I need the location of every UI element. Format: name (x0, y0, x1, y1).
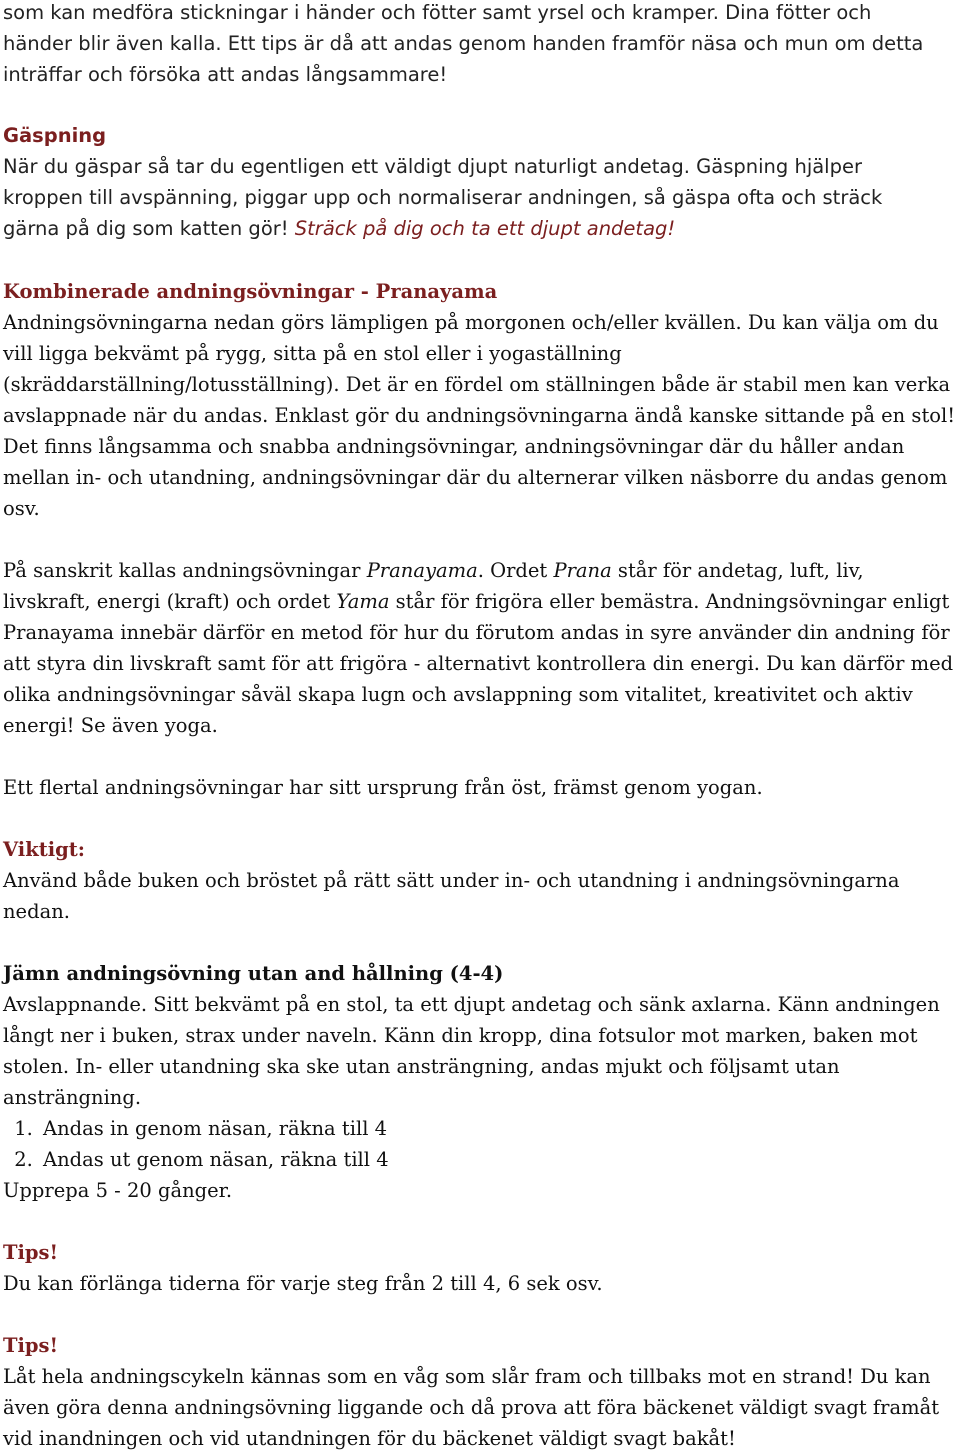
sanskrit-i1: Pranayama (366, 559, 478, 582)
intro-line-1: som kan medföra stickningar i händer och fötter samt yrsel och kramper. Dina fötter och (3, 1, 872, 24)
tips-2-section (3, 1330, 957, 1454)
tips-1-text: Du kan förlänga tiderna för varje steg från 2 till 4, 6 sek osv. (3, 1272, 603, 1295)
intro-paragraph (3, 0, 957, 90)
tips-2-text: Låt hela andningscykeln kännas som en våg som slår fram och tillbaks mot en strand! Du kan även göra denna andningsövning liggande och då prova att föra bäckenet väldigt svagt framåt vid inandningen och vid utandningen för du bäckenet väldigt svagt bakåt! (3, 1365, 940, 1450)
tips-1-heading: Tips! (3, 1241, 59, 1264)
gaspning-emphasis: Sträck på dig och ta ett djupt andetag! (294, 217, 676, 240)
kombinerade-text: Andningsövningarna nedan görs lämpligen på morgonen och/eller kvällen. Du kan välja om du vill ligga bekvämt på rygg, sitta på en stol eller i yogaställning (skräddarställning/lotusställning). Det är en fördel om ställningen både är stabil men kan verka avslappnade när du andas. Enklast gör du andningsövningarna ändå kanske sittande på en stol! Det finns långsamma och snabba andningsövningar, andningsövningar där du håller andan mellan in- och utandning, andningsövningar där du alternerar vilken näsborre du andas genom osv. (3, 311, 956, 520)
sanskrit-t4: står för frigöra eller bemästra. Andningsövningar enligt Pranayama innebär därför en metod för hur du förutom andas in syre använder din andning för att styra din livskraft samt för att frigöra - alternativt kontrollera din energi. Du kan därför med olika andningsövningar såväl skapa lugn och avslappning som vitalitet, kreativitet och aktiv energi! Se även yoga. (3, 590, 954, 737)
jamn-text: Avslappnande. Sitt bekvämt på en stol, ta ett djupt andetag och sänk axlarna. Känn andningen långt ner i buken, strax under naveln. Känn din kropp, dina fotsulor mot marken, baken mot stolen. In- eller utandning ska ske utan ansträngning, andas mjukt och följsamt utan ansträngning. (3, 993, 940, 1109)
tips-2-heading: Tips! (3, 1334, 59, 1357)
kombinerade-heading: Kombinerade andningsövningar - Pranayama (3, 280, 498, 303)
sanskrit-i2: Prana (553, 559, 612, 582)
list-item: 2. Andas ut genom näsan, räkna till 4 (39, 1144, 957, 1175)
viktigt-text: Använd både buken och bröstet på rätt sätt under in- och utandning i andningsövningarna nedan. (3, 869, 900, 923)
viktigt-section (3, 834, 957, 927)
jamn-steps-list (3, 1113, 957, 1175)
jamn-repeat: Upprepa 5 - 20 gånger. (3, 1179, 233, 1202)
list-item: 1. Andas in genom näsan, räkna till 4 (39, 1113, 957, 1144)
ursprung-text: Ett flertal andningsövningar har sitt ursprung från öst, främst genom yogan. (3, 776, 763, 799)
sanskrit-t1: På sanskrit kallas andningsövningar (3, 559, 367, 582)
intro-line-2: händer blir även kalla. Ett tips är då att andas genom handen framför näsa och mun om detta (3, 32, 924, 55)
viktigt-heading: Viktigt: (3, 838, 85, 861)
gaspning-section (3, 120, 957, 244)
sanskrit-t2: . Ordet (477, 559, 554, 582)
sanskrit-i3: Yama (336, 590, 390, 613)
kombinerade-section (3, 276, 957, 524)
intro-line-3: inträffar och försöka att andas långsammare! (3, 63, 448, 86)
gaspning-heading: Gäspning (3, 124, 107, 147)
tips-1-section (3, 1237, 957, 1299)
gaspning-line-3-text: gärna på dig som katten gör! (3, 217, 295, 240)
gaspning-line-1: När du gäspar så tar du egentligen ett väldigt djupt naturligt andetag. Gäspning hjälper (3, 155, 862, 178)
sanskrit-paragraph (3, 555, 957, 741)
jamn-section (3, 958, 957, 1206)
sanskrit-text (3, 555, 957, 741)
ursprung-paragraph (3, 772, 957, 803)
jamn-heading: Jämn andningsövning utan and hållning (4-4) (3, 962, 504, 985)
gaspning-line-3 (3, 213, 957, 244)
sanskrit-t3: står för andetag, luft, liv, livskraft, energi (kraft) och ordet (3, 559, 864, 613)
gaspning-line-2: kroppen till avspänning, piggar upp och normaliserar andningen, så gäspa ofta och sträck (3, 186, 883, 209)
